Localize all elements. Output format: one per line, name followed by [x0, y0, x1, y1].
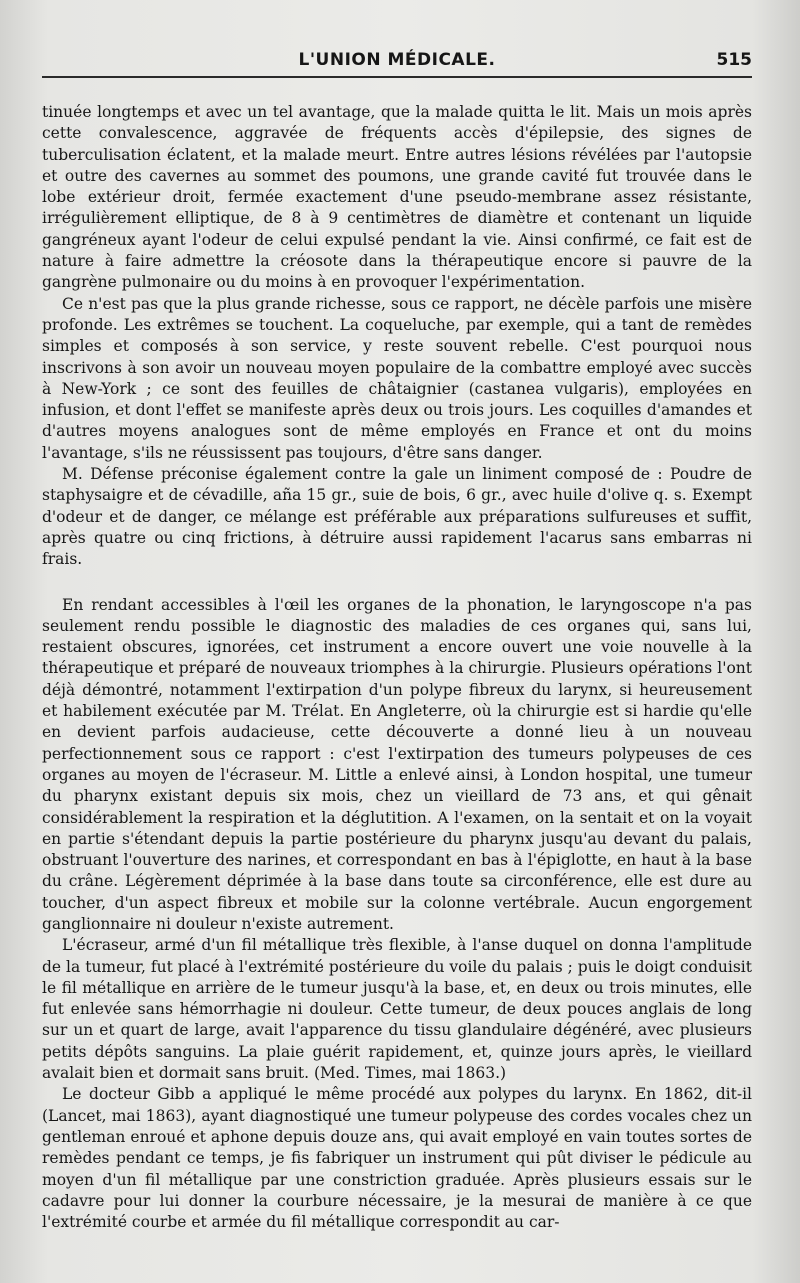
running-title: L'UNION MÉDICALE.	[298, 50, 496, 70]
paragraph-laryngoscope: En rendant accessibles à l'œil les organes de la phonation, le laryngoscope n'a pas seulement rendu possible le diagnostic des maladies de ces organes qui, sans lui, restaient obscures, ignorées, cet instrument a encore ouvert une voie nouvelle à la thérapeutique et préparé de nouveaux triomphes à la chirurgie. Plusieurs opérations l'ont déjà démontré, notamment l'extirpation d'un polype fibreux du larynx, si heureusement et habilement exécutée par M. Trélat. En Angleterre, où la chirurgie est si hardie qu'elle en devient parfois audacieuse, cette découverte a donné lieu à un nouveau perfectionnement sous ce rapport : c'est l'extirpation des tumeurs polypeuses de ces organes au moyen de l'écraseur. M. Little a enlevé ainsi, à London hospital, une tumeur du pharynx existant depuis six mois, chez un vieillard de 73 ans, et qui gênait considérablement la respiration et la déglutition. A l'examen, on la sentait et on la voyait en partie s'étendant depuis la partie postérieure du pharynx jusqu'au devant du palais, obstruant l'ouverture des narines, et correspondant en bas à l'épiglotte, en haut à la base du crâne. Légèrement déprimée à la base dans toute sa circonférence, elle est dure au toucher, d'un aspect fibreux et mobile sur la colonne vertébrale. Aucun engorgement ganglionnaire ni douleur n'existe autrement.	[42, 595, 752, 933]
page-header	[42, 46, 752, 78]
paragraph-gibb: Le docteur Gibb a appliqué le même procédé aux polypes du larynx. En 1862, dit-il (Lancet, mai 1863), ayant diagnostiqué une tumeur polypeuse des cordes vocales chez un gentleman enroué et aphone depuis douze ans, qui avait employé en vain toutes sortes de remèdes pendant ce temps, je fis fabriquer un instrument qui pût diviser le pédicule au moyen d'un fil métallique par une constriction graduée. Après plusieurs essais sur le cadavre pour lui donner la courbure nécessaire, je la mesurai de manière à ce que l'extrémité courbe et armée du fil métallique correspondit au car-	[42, 1085, 752, 1232]
body-text	[42, 102, 752, 1233]
page-number: 515	[716, 50, 752, 70]
paragraph-gale-liniment: M. Défense préconise également contre la gale un liniment composé de : Poudre de staphysaigre et de cévadille, aña 15 gr., suie de bois, 6 gr., avec huile d'olive q. s. Exempt d'odeur et de danger, ce mélange est préférable aux préparations sulfureuses et suffit, après quatre ou cinq frictions, à détruire aussi rapidement l'acarus sans embarras ni frais.	[42, 465, 752, 569]
paragraph-ecraseur: L'écraseur, armé d'un fil métallique très flexible, à l'anse duquel on donna l'amplitude de la tumeur, fut placé à l'extrémité postérieure du voile du palais ; puis le doigt conduisit le fil métallique en arrière de le tumeur jusqu'à la base, et, en deux ou trois minutes, elle fut enlevée sans hémorrhagie ni douleur. Cette tumeur, de deux pouces anglais de long sur un et quart de large, avait l'apparence du tissu glandulaire dégénéré, avec plusieurs petits dépôts sanguins. La plaie guérit rapidement, et, quinze jours après, le vieillard avalait bien et dormait sans bruit. (Med. Times, mai 1863.)	[42, 936, 752, 1083]
paragraph-coqueluche: Ce n'est pas que la plus grande richesse, sous ce rapport, ne décèle parfois une misère profonde. Les extrêmes se touchent. La coqueluche, par exemple, qui a tant de remèdes simples et composés à son service, y reste souvent rebelle. C'est pourquoi nous inscrivons à son avoir un nouveau moyen populaire de la combattre employé avec succès à New-York ; ce sont des feuilles de châtaignier (castanea vulgaris), employées en infusion, et dont l'effet se manifeste après deux ou trois jours. Les coquilles d'amandes et d'autres moyens analogues sont de même employés en France et ont du moins l'avantage, s'ils ne réussissent pas toujours, d'être sans danger.	[42, 294, 752, 462]
paragraph-creosote-case: tinuée longtemps et avec un tel avantage, que la malade quitta le lit. Mais un mois après cette convalescence, aggravée de fréquents accès d'épilepsie, des signes de tuberculisation éclatent, et la malade meurt. Entre autres lésions révélées par l'autopsie et outre des cavernes au sommet des poumons, une grande cavité fut trouvée dans le lobe extérieur droit, fermée exactement d'une pseudo-membrane assez résistante, irrégulièrement elliptique, de 8 à 9 centimètres de diamètre et contenant un liquide gangréneux ayant l'odeur de celui expulsé pendant la vie. Ainsi confirmé, ce fait est de nature à faire admettre la créosote dans la thérapeutique encore si pauvre de la gangrène pulmonaire ou du moins à en provoquer l'expérimentation.	[42, 103, 752, 292]
section-gap	[42, 571, 752, 595]
